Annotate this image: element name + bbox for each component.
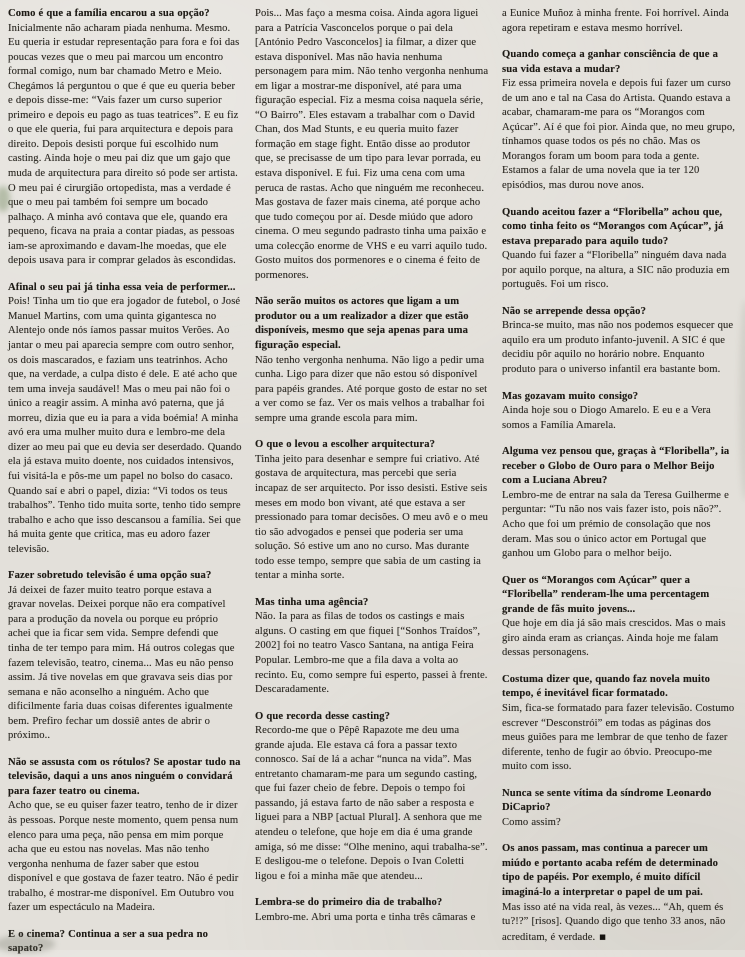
interview-question: Fazer sobretudo televisão é uma opção sua? — [8, 570, 212, 582]
interview-answer: Mas isso até na vida real, às vezes... “Ah, quem és tu?!?” [risos]. Quando digo que tenho 33 anos, não acreditam, é verdade. ■ — [502, 901, 726, 944]
interview-answer: Como assim? — [502, 816, 561, 828]
interview-question: Não serão muitos os actores que ligam a um produtor ou a um realizador a dizer que estão disponíveis, mesmo que seja apenas para uma figuração especial. — [255, 296, 469, 352]
interview-question: Mas gozavam muito consigo? — [502, 390, 639, 402]
interview-answer: Pois! Tinha um tio que era jogador de futebol, o José Manuel Martins, com uma quinta gigantesca no Alentejo onde nós íamos passar muitos Verões. Ao jantar o meu pai aparecia sempre com outro senhor, os dois mascarados, e faziam uns teatrinhos. Acho que, na verdade, a culpa disto é dele. E até acho que tem uma inveja saudável! Mas o meu pai não foi o único a reagir assim. A minha avó paterna, que já morreu, dizia que eu ia para a vida boémia! A minha avó era uma mulher muito dura e lembro-me dela dizer ao meu pai que eu devia ser deserdado. Quando ela já estava muito doente, nos cuidados intensivos, fui visitá-la e pôs-me um papel no bolso do casaco. Quando saí e abri o papel, dizia: “Vi todos os teus trabalhos”. Tenho tido muita sorte, tenho tido sempre trabalho e acho que isso descansou a família. Sei que há muita gente que critica, mas eu adoro fazer televisão. — [8, 296, 242, 555]
interview-question: Quer os “Morangos com Açúcar” quer a “Floribella” renderam-lhe uma percentagem grande de fãs muito jovens... — [502, 574, 710, 615]
interview-answer: Pois... Mas faço a mesma coisa. Ainda agora liguei para a Patrícia Vasconcelos porque o pai dela [António Pedro Vasconcelos] ia filmar, a dizer que estava disponível. Mas não havia nenhuma personagem para mim. Não tenho vergonha nenhuma em ligar a mostrar-me disponível, até para uma figuração especial. Fiz a mesma coisa naquela série, “O Bairro”. Eles estavam a trabalhar com o David Chan, dos Mad Stunts, e eu queria muito fazer formação em stage fight. Então disse ao produtor que, se precisasse de um tipo para levar porrada, eu estava disponível. E fui. Fiz uma cena com uma peruca de rastas. Acho que ninguém me reconheceu. Mas gostava de fazer mais cinema, até porque acho que tudo começou por aí. Desde miúdo que adoro cinema. O meu segundo padrasto tinha uma paixão e uma colecção enorme de VHS e eu varri aquilo tudo. Gosto muitos dos pormenores e o cinema é feito de pormenores. — [255, 8, 489, 281]
interview-question: Afinal o seu pai já tinha essa veia de performer... — [8, 281, 236, 293]
interview-question: Mas tinha uma agência? — [255, 596, 369, 608]
interview-question: Os anos passam, mas continua a parecer um miúdo e portanto acaba refém de determinado tipo de papéis. Por exemplo, é muito difícil imaginá-lo a interpretar o papel de um pai. — [502, 843, 718, 898]
interview-answer: Recordo-me que o Pêpê Rapazote me deu uma grande ajuda. Ele estava cá fora a passar texto connosco. Saí de lá a achar “nunca na vida”. Mas entretanto chamaram-me para um segundo casting, que fui fazer cheio de febre. Depois o tempo foi passando, já estava farto de não saber a resposta e liguei para a NBP [actual Plural]. A senhora que me atendeu o telefone, que hoje em dia é uma grande amiga, só me disse: “Olhe menino, aqui trabalha-se”. E desligou-me o telefone. Depois o Ivan Coletti ligou e foi a minha mãe que atendeu... — [255, 725, 488, 882]
interview-answer: Que hoje em dia já são mais crescidos. Mas o mais giro ainda eram as crianças. Ainda hoje me falam dessas personagens. — [502, 618, 726, 659]
interview-answer: Não tenho vergonha nenhuma. Não ligo a pedir uma cunha. Ligo para dizer que não estou só disponível para papéis grandes. Até porque gosto de estar no set a ver como se faz. Ver os mais velhos a trabalhar foi sempre uma grande escola para mim. — [255, 354, 488, 424]
text-column-3 — [502, 7, 736, 944]
interview-answer: Brinca-se muito, mas não nos podemos esquecer que aquilo era um produto infanto-juvenil. A SIC é que decidiu pôr aquilo no horário nobre. Enquanto produto para o universo infantil era bastante bom. — [502, 320, 734, 376]
interview-answer: Acho que, se eu quiser fazer teatro, tenho de ir dizer às pessoas. Porque neste momento, quem pensa num elenco para uma peça, não pensa em mim porque acha que eu estou nas novelas. Mas não tenho vergonha nenhuma de fazer saber que estou disponível e que gostava de fazer teatro. Não é pedir trabalho, é mostrar-me disponível. Em Outubro vou fazer um espectáculo na Madeira. — [8, 800, 239, 914]
text-column-2 — [255, 7, 489, 944]
interview-question: Não se assusta com os rótulos? Se apostar tudo na televisão, daqui a uns anos ninguém o convidará para fazer teatro ou cinema. — [8, 756, 241, 797]
end-of-article-marker: ■ — [599, 931, 607, 944]
interview-answer: Ainda hoje sou o Diogo Amarelo. E eu e a Vera somos a Família Amarela. — [502, 405, 711, 431]
interview-answer: Já deixei de fazer muito teatro porque estava a gravar novelas. Deixei porque não era compatível para a produção da novela ou porque eu próprio achei que ia ficar sem vida. Sempre defendi que tinha de ter tempo para mim. Há outros colegas que fazem televisão, teatro, cinema... Mas eu não penso assim. Já tive novelas em que gravava seis dias por semana e não aconselho a ninguém. Acho que dificilmente faria duas coisas diferentes igualmente bem. Prefiro fechar um dossiê antes de abrir o próximo.. — [8, 584, 235, 742]
interview-answer: Não. Ia para as filas de todos os castings e mais alguns. O casting em que fiquei [“Sonhos Traídos”, 2002] foi no teatro Vasco Santana, na antiga Feira Popular. Lembro-me que a fila dava a volta ao recinto. Eu, como sempre fui esperto, passei à frente. Descaradamente. — [255, 611, 488, 696]
interview-answer: a Eunice Muñoz à minha frente. Foi horrível. Ainda agora repetiram e estava mesmo horrível. — [502, 8, 729, 34]
interview-question: Costuma dizer que, quando faz novela muito tempo, é inevitável ficar formatado. — [502, 673, 710, 700]
interview-question: Nunca se sente vítima da síndrome Leonardo DiCaprio? — [502, 787, 712, 814]
interview-question: Como é que a família encarou a sua opção? — [8, 8, 210, 19]
interview-answer: Tinha jeito para desenhar e sempre fui criativo. Até gostava de arquitectura, mas percebi que seria incapaz de ser arquitecto. Por isso desisti. Estive seis meses em modo bon vivant, até que estava a ser pressionado para tomar decisões. O meu avô e o meu tio são advogados e pensei que poderia ser uma solução. Só estive um ano no curso. Mas durante todo esse tempo, sempre que sabia de um casting ia tentar a minha sorte. — [255, 453, 489, 582]
interview-question: Quando aceitou fazer a “Floribella” achou que, como tinha feito os “Morangos com Açúcar”, já estava preparado para aquilo tudo? — [502, 206, 724, 247]
interview-answer: Lembro-me. Abri uma porta e tinha três câmaras e — [255, 911, 476, 923]
interview-question: Não se arrepende dessa opção? — [502, 305, 646, 317]
text-column-1 — [8, 7, 242, 955]
interview-question: O que recorda desse casting? — [255, 710, 391, 722]
interview-question: Lembra-se do primeiro dia de trabalho? — [255, 897, 443, 909]
interview-answer: Inicialmente não acharam piada nenhuma. Mesmo. Eu queria ir estudar representação para fora e foi das poucas vezes que o meu pai marcou um encontro formal comigo, num bar chamado Metro e Meio. Chegámos lá perguntou o que é que eu queria beber e depois disse-me: “Vais fazer um curso superior primeiro e depois eu pago as tuas teatrices”. E eu fiz o que ele queria, fui para arquitectura e depois para direito. Depois desisti porque fui escolhido num casting. Ainda hoje o meu pai diz que um gajo que muda de arquitectura para direito só pode ser artista. O meu pai é cirurgião ortopedista, mas a verdade é que o meu pai também foi sempre um bocado palhaço. A minha avó contava que ele, quando era pequeno, ficava na praia a contar piadas, as pessoas iam-se aproximando e davam-lhe moedas, que ele depois usava para ir comprar gelados às escondidas. — [8, 22, 240, 267]
interview-question: E o cinema? Continua a ser a sua pedra no sapato? — [8, 928, 208, 955]
interview-answer: Sim, fica-se formatado para fazer televisão. Costumo escrever “Desconstrói” em todas as páginas dos meus guiões para me lembrar de que tenho de fazer diferente, tenho de fugir ao óbvio. Preocupo-me muito com isso. — [502, 702, 735, 773]
interview-question: Quando começa a ganhar consciência de que a sua vida estava a mudar? — [502, 49, 719, 75]
interview-answer: Fiz essa primeira novela e depois fui fazer um curso de um ano e tal na Casa do Artista. Quando estava a acabar, chamaram-me para os “Morangos com Açúcar”. Aí é que foi pior. Ainda que, no meu grupo, tínhamos quase todos os pés no chão. Mas os Morangos foram um boom para toda a gente. Estamos a falar de uma novela que ia ter 120 episódios, mas durou nove anos. — [502, 78, 735, 192]
interview-answer: Quando fui fazer a “Floribella” ninguém dava nada por aquilo porque, na altura, a SIC não produzia em português. Foi um risco. — [502, 250, 730, 291]
interview-answer: Lembro-me de entrar na sala da Teresa Guilherme e perguntar: “Tu não nos vais fazer isto, pois não?”. Acho que foi um prémio de consolação que nos deram. Mas sou o único actor em Portugal que ganhou um Globo para o melhor beijo. — [502, 489, 729, 560]
interview-question: Alguma vez pensou que, graças à “Floribella”, ia receber o Globo de Ouro para o Melhor Beijo com a Luciana Abreu? — [502, 446, 730, 487]
interview-question: O que o levou a escolher arquitectura? — [255, 439, 435, 451]
